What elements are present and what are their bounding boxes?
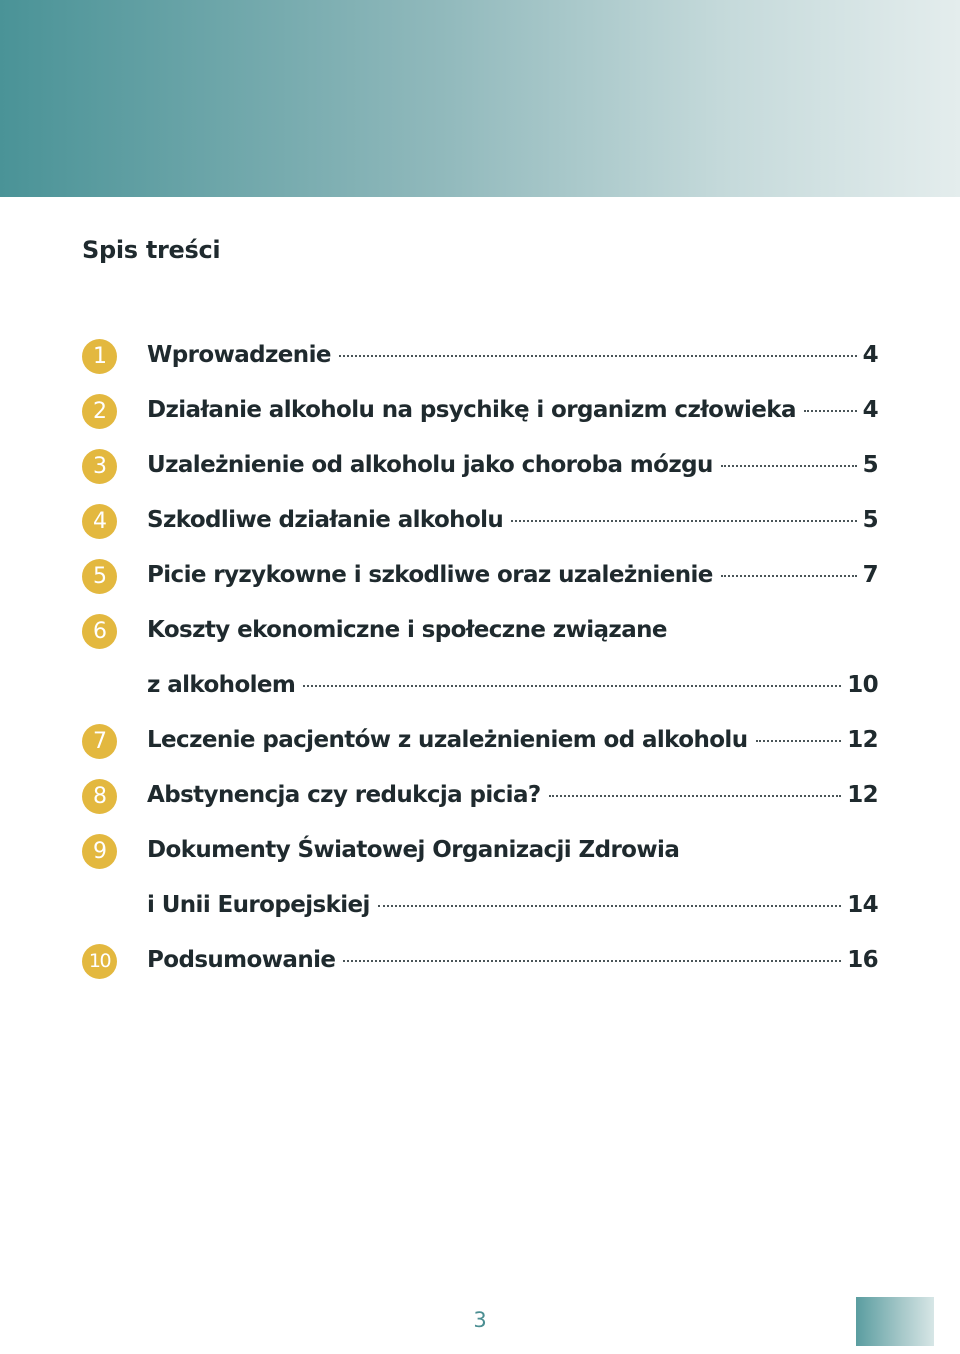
dot-leader (721, 459, 857, 467)
dot-leader (343, 954, 841, 962)
toc-entry[interactable] (147, 507, 878, 537)
toc-entry[interactable] (147, 727, 878, 757)
chapter-number-badge: 8 (82, 779, 117, 814)
dot-leader (339, 349, 857, 357)
toc-entry-title: Wprowadzenie (147, 342, 331, 368)
toc-entry-title: Abstynencja czy redukcja picia? (147, 782, 541, 808)
chapter-number-badge: 10 (82, 944, 117, 979)
toc-entry-title: Działanie alkoholu na psychikę i organizm człowieka (147, 397, 796, 423)
page-number: 3 (473, 1308, 487, 1332)
toc-entry-title: Leczenie pacjentów z uzależnieniem od alkoholu (147, 727, 748, 753)
toc-entry-title: i Unii Europejskiej (147, 892, 370, 918)
dot-leader (549, 789, 842, 797)
toc-entry[interactable] (147, 562, 878, 592)
toc-entry-continuation[interactable] (147, 672, 878, 702)
toc-entry-page: 5 (862, 507, 878, 533)
toc-entry-title: Uzależnienie od alkoholu jako choroba mózgu (147, 452, 713, 478)
toc-entry-page: 10 (847, 672, 878, 698)
toc-entry[interactable] (147, 617, 878, 647)
toc-entry[interactable] (147, 452, 878, 482)
toc-entry[interactable] (147, 397, 878, 427)
dot-leader (721, 569, 857, 577)
toc-entry-page: 12 (847, 782, 878, 808)
chapter-number-badge: 5 (82, 559, 117, 594)
toc-entry-page: 4 (862, 342, 878, 368)
chapter-number-badge: 4 (82, 504, 117, 539)
chapter-number-badge: 6 (82, 614, 117, 649)
dot-leader (756, 734, 842, 742)
corner-decoration (856, 1297, 934, 1346)
toc-entry-page: 5 (862, 452, 878, 478)
chapter-number-badge: 1 (82, 339, 117, 374)
toc-entry-title: Picie ryzykowne i szkodliwe oraz uzależnienie (147, 562, 713, 588)
toc-title: Spis treści (82, 236, 221, 264)
toc-entry-page: 14 (847, 892, 878, 918)
toc-entry-page: 12 (847, 727, 878, 753)
toc-entry[interactable] (147, 837, 878, 867)
toc-entry-continuation[interactable] (147, 892, 878, 922)
toc-entry-title: Koszty ekonomiczne i społeczne związane (147, 617, 667, 643)
dot-leader (378, 899, 841, 907)
toc-entry[interactable] (147, 342, 878, 372)
toc-entry-page: 7 (862, 562, 878, 588)
toc-entry-title: Szkodliwe działanie alkoholu (147, 507, 504, 533)
chapter-number-badge: 2 (82, 394, 117, 429)
chapter-number-badge: 7 (82, 724, 117, 759)
toc-entry-page: 16 (847, 947, 878, 973)
dot-leader (804, 404, 857, 412)
toc-entry-page: 4 (862, 397, 878, 423)
chapter-number-badge: 3 (82, 449, 117, 484)
toc-entry-title: Podsumowanie (147, 947, 336, 973)
toc-entry[interactable] (147, 947, 878, 977)
toc-entry-title: z alkoholem (147, 672, 296, 698)
toc-entry-title: Dokumenty Światowej Organizacji Zdrowia (147, 837, 680, 863)
toc-entry[interactable] (147, 782, 878, 812)
dot-leader (303, 679, 841, 687)
dot-leader (511, 514, 856, 522)
chapter-number-badge: 9 (82, 834, 117, 869)
